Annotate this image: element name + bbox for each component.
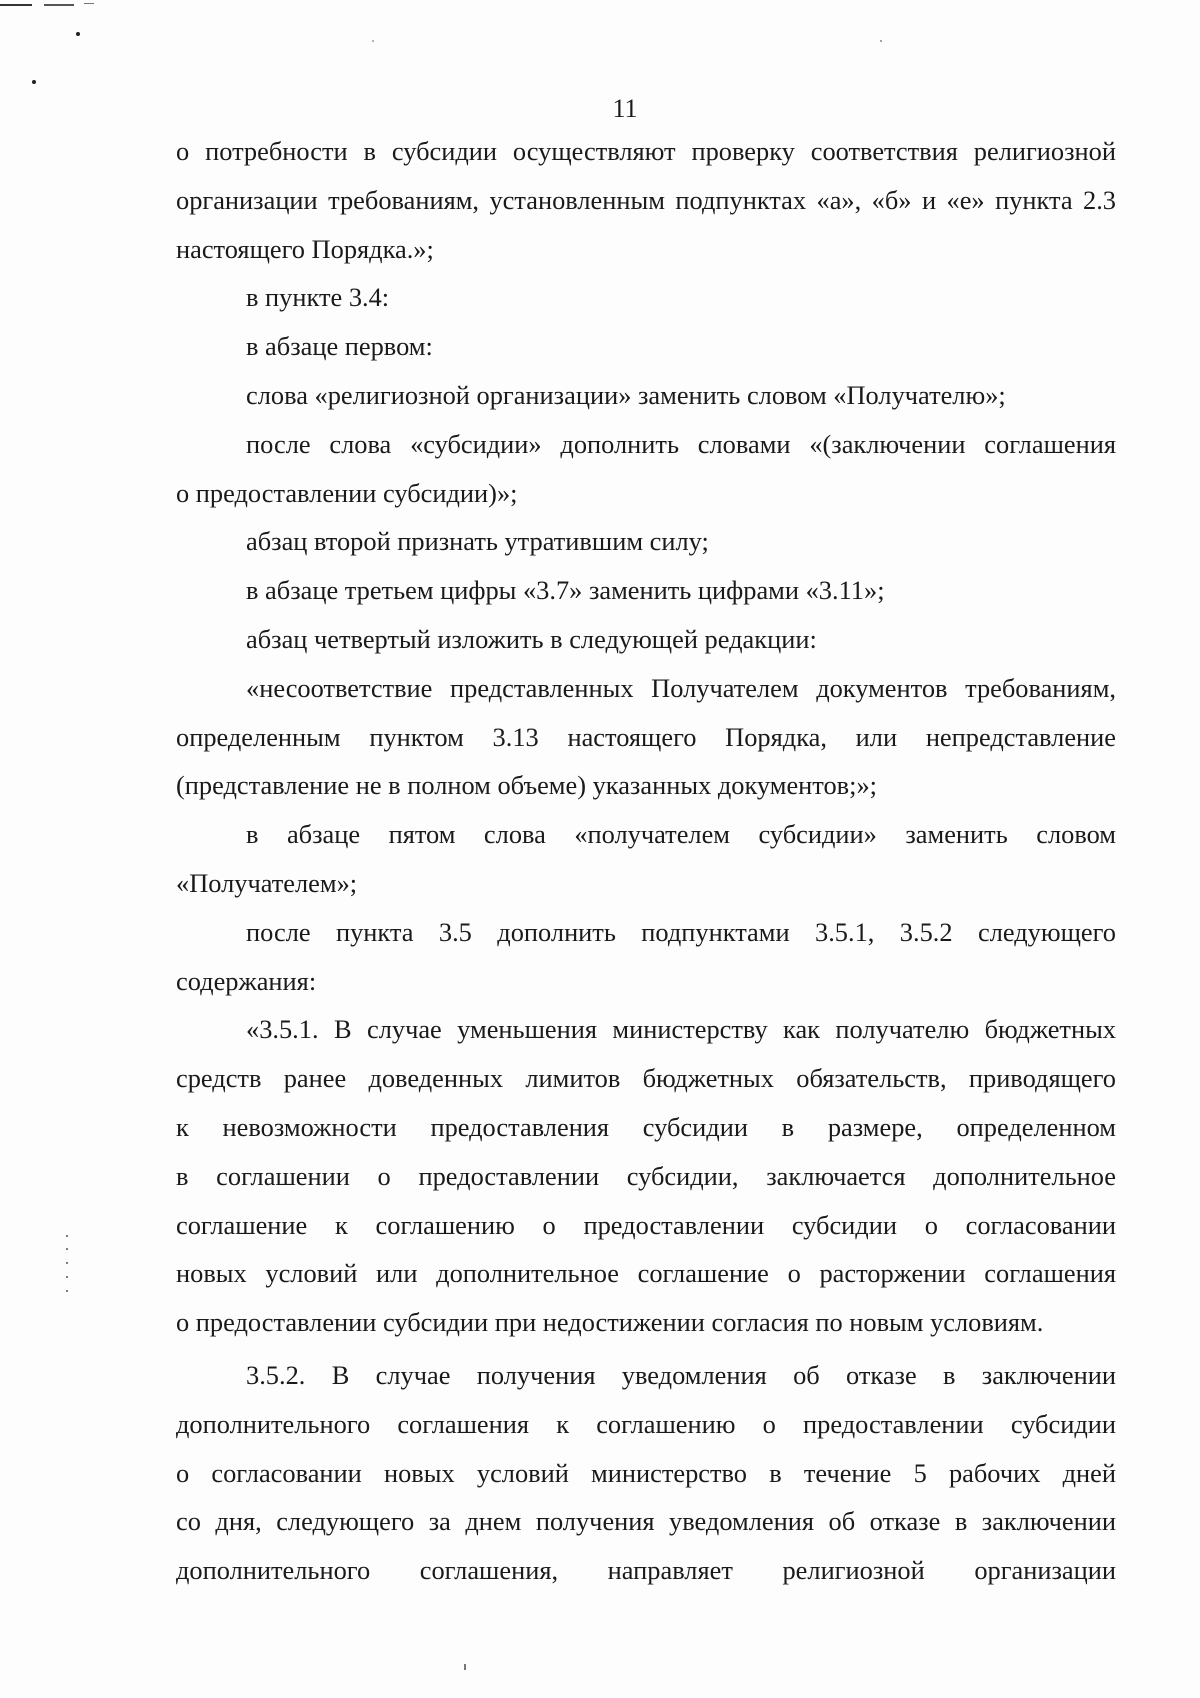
scan-speck (66, 1235, 68, 1237)
text-line: в пункте 3.4: (246, 282, 390, 313)
text-line: «Получателем»; (176, 867, 358, 898)
text-line: слова «религиозной организации» заменить словом «Получателю»; (246, 379, 1006, 410)
text-line: абзац второй признать утратившим силу; (246, 526, 709, 557)
text-line: настоящего Порядка.»; (176, 233, 434, 264)
text-line: о согласовании новых условий министерство в течение 5 рабочих дней (176, 1457, 1116, 1488)
text-line: «3.5.1. В случае уменьшения министерству как получателю бюджетных (246, 1014, 1116, 1045)
scan-speck (76, 32, 80, 36)
text-line: после пункта 3.5 дополнить подпунктами 3.5.1, 3.5.2 следующего (246, 916, 1116, 947)
text-line: содержания: (176, 965, 317, 996)
text-line: соглашение к соглашению о предоставлении субсидии о согласовании (176, 1209, 1116, 1240)
scan-speck (372, 40, 374, 42)
text-line: средств ранее доведенных лимитов бюджетных обязательств, приводящего (176, 1063, 1116, 1094)
text-line: (представление не в полном объеме) указанных документов;»; (176, 770, 877, 801)
text-line: в соглашении о предоставлении субсидии, заключается дополнительное (176, 1160, 1116, 1191)
text-line: о предоставлении субсидии при недостижении согласия по новым условиям. (176, 1307, 1044, 1338)
text-line: 3.5.2. В случае получения уведомления об отказе в заключении (246, 1359, 1116, 1390)
document-body (176, 127, 1116, 1595)
scan-speck (66, 1290, 68, 1292)
text-line: «несоответствие представленных Получателем документов требованиям, (246, 672, 1116, 703)
text-line: после слова «субсидии» дополнить словами «(заключении соглашения (246, 428, 1116, 459)
text-line: определенным пунктом 3.13 настоящего Порядка, или непредставление (176, 721, 1116, 752)
text-line: о предоставлении субсидии)»; (176, 477, 518, 508)
scan-speck (464, 1664, 466, 1670)
text-line: в абзаце первом: (246, 331, 433, 362)
text-line: абзац четвертый изложить в следующей редакции: (246, 623, 817, 654)
text-line: дополнительного соглашения, направляет религиозной организации (176, 1555, 1116, 1586)
text-line: в абзаце пятом слова «получателем субсидии» заменить словом (246, 819, 1116, 850)
scan-mark (0, 4, 32, 6)
scan-speck (880, 40, 882, 42)
scan-mark (44, 4, 74, 6)
page-number: 11 (612, 94, 638, 123)
text-line: новых условий или дополнительное соглашение о расторжении соглашения (176, 1258, 1116, 1289)
text-line: со дня, следующего за днем получения уведомления об отказе в заключении (176, 1506, 1116, 1537)
scan-speck (66, 1262, 68, 1264)
text-line: в абзаце третьем цифры «3.7» заменить цифрами «3.11»; (246, 575, 885, 606)
text-line: организации требованиям, установленным подпунктах «а», «б» и «е» пункта 2.3 (176, 184, 1116, 215)
scan-mark (84, 3, 94, 4)
scan-speck (66, 1276, 68, 1278)
text-line: о потребности в субсидии осуществляют проверку соответствия религиозной (176, 136, 1116, 166)
scan-speck (66, 1248, 68, 1250)
scan-speck (32, 80, 36, 84)
text-line: дополнительного соглашения к соглашению о предоставлении субсидии (176, 1408, 1116, 1439)
text-line: к невозможности предоставления субсидии в размере, определенном (176, 1111, 1116, 1142)
